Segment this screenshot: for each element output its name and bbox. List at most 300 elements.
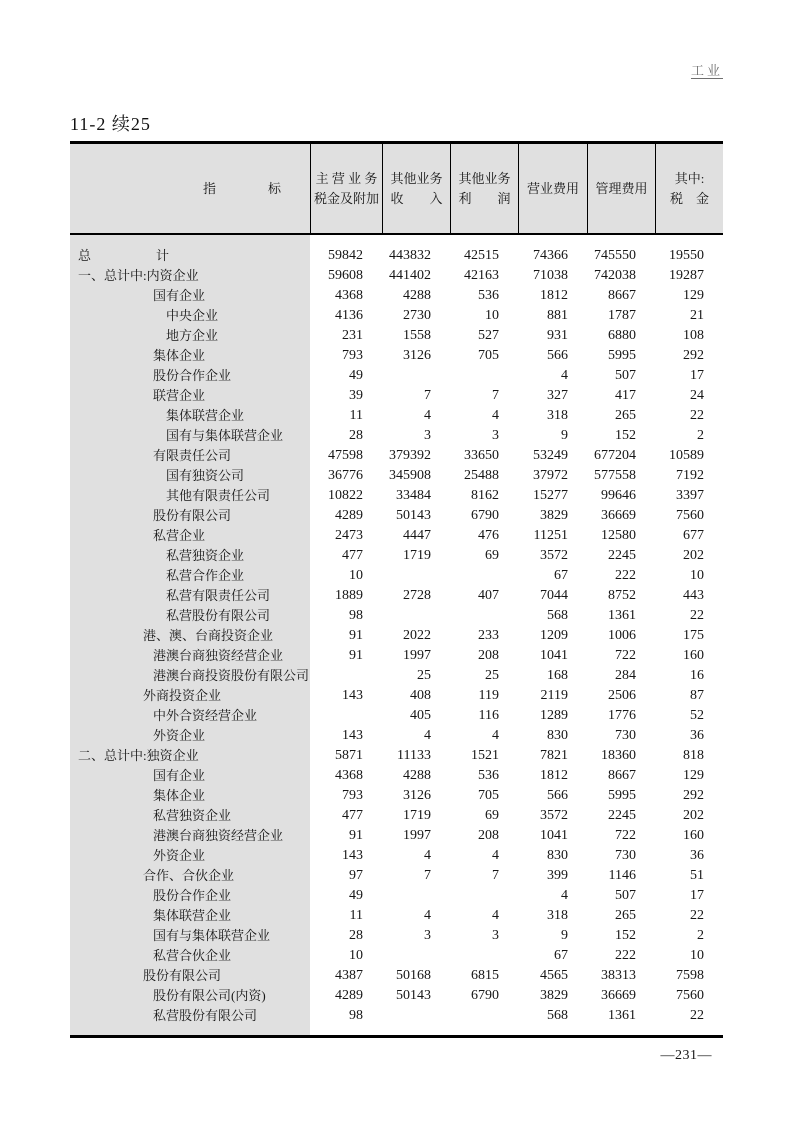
cell-value: 36669 [601, 988, 636, 1003]
cell-value: 99646 [601, 488, 636, 503]
table-row [70, 726, 723, 746]
cell-value: 50143 [396, 508, 431, 523]
cell-value: 53249 [533, 448, 568, 463]
row-label: 私营股份有限公司 [166, 608, 271, 623]
cell-value: 33650 [464, 448, 499, 463]
cell-value: 705 [478, 348, 499, 363]
cell-value: 36669 [601, 508, 636, 523]
cell-value: 108 [683, 328, 704, 343]
row-label: 股份合作企业 [153, 368, 232, 383]
cell-value: 25 [485, 668, 499, 683]
cell-value: 49 [349, 888, 363, 903]
cell-value: 4368 [335, 768, 363, 783]
cell-value [382, 946, 450, 966]
table-row [70, 806, 723, 826]
cell-value: 19287 [669, 268, 704, 283]
cell-value [382, 566, 450, 586]
cell-value: 3829 [540, 988, 568, 1003]
cell-value: 4289 [335, 988, 363, 1003]
cell-value: 119 [478, 688, 499, 703]
table-row [70, 766, 723, 786]
row-label: 集体联营企业 [153, 908, 232, 923]
cell-value [450, 366, 518, 386]
page-number: —231— [660, 1048, 712, 1063]
cell-value: 7044 [540, 588, 568, 603]
cell-value: 50168 [396, 968, 431, 983]
cell-value: 74366 [533, 248, 568, 263]
row-label: 一、总计中:内资企业 [78, 268, 199, 283]
cell-value: 793 [342, 348, 363, 363]
cell-value: 2 [697, 428, 704, 443]
cell-value: 7 [492, 868, 499, 883]
cell-value: 7821 [540, 748, 568, 763]
cell-value [382, 606, 450, 626]
row-label: 地方企业 [166, 328, 219, 343]
cell-value: 143 [342, 728, 363, 743]
cell-value: 1558 [403, 328, 431, 343]
cell-value: 881 [547, 308, 568, 323]
cell-value: 22 [690, 1008, 704, 1023]
cell-value: 443832 [389, 248, 431, 263]
cell-value: 50143 [396, 988, 431, 1003]
row-label: 集体联营企业 [166, 408, 245, 423]
column-header-line: 其他业务 [458, 170, 511, 186]
cell-value: 730 [615, 728, 636, 743]
cell-value [310, 706, 382, 726]
chapter-corner-label: 工业 [690, 63, 723, 78]
table-row [70, 586, 723, 606]
column-header-line: 税 金 [669, 190, 709, 206]
table-row [70, 666, 723, 686]
cell-value: 2473 [335, 528, 363, 543]
column-header-line: 管理费用 [595, 180, 648, 196]
table-row [70, 246, 723, 266]
cell-value: 36 [690, 848, 704, 863]
row-label: 外资企业 [153, 728, 206, 743]
cell-value: 8162 [471, 488, 499, 503]
cell-value: 8667 [608, 288, 636, 303]
table-row [70, 826, 723, 846]
cell-value: 9 [561, 928, 568, 943]
cell-value: 3126 [403, 788, 431, 803]
cell-value: 168 [547, 668, 568, 683]
cell-value: 536 [478, 768, 499, 783]
cell-value: 52 [690, 708, 704, 723]
table-row [70, 786, 723, 806]
cell-value: 7560 [676, 508, 704, 523]
table-row [70, 926, 723, 946]
cell-value: 24 [690, 388, 704, 403]
table-row [70, 386, 723, 406]
cell-value: 931 [547, 328, 568, 343]
cell-value: 231 [342, 328, 363, 343]
cell-value: 18360 [601, 748, 636, 763]
cell-value: 793 [342, 788, 363, 803]
cell-value: 21 [690, 308, 704, 323]
cell-value: 7598 [676, 968, 704, 983]
cell-value: 129 [683, 768, 704, 783]
cell-value: 36 [690, 728, 704, 743]
cell-value: 4288 [403, 288, 431, 303]
cell-value: 8752 [608, 588, 636, 603]
cell-value: 3 [424, 428, 431, 443]
table-row [70, 426, 723, 446]
table-row [70, 306, 723, 326]
row-label: 外商投资企业 [143, 688, 222, 703]
cell-value [450, 886, 518, 906]
cell-value: 10 [485, 308, 499, 323]
row-label: 私营有限责任公司 [166, 588, 271, 603]
cell-value: 566 [547, 348, 568, 363]
row-label: 股份有限公司 [153, 508, 232, 523]
cell-value: 2119 [540, 688, 568, 703]
cell-value: 292 [683, 788, 704, 803]
cell-value: 8667 [608, 768, 636, 783]
row-label: 私营合作企业 [166, 568, 245, 583]
table-row [70, 366, 723, 386]
table-row [70, 326, 723, 346]
cell-value: 477 [342, 548, 363, 563]
cell-value: 7192 [676, 468, 704, 483]
cell-value [450, 946, 518, 966]
table-row [70, 846, 723, 866]
cell-value: 11 [349, 908, 363, 923]
cell-value: 1146 [608, 868, 636, 883]
cell-value: 116 [478, 708, 499, 723]
table-row [70, 686, 723, 706]
cell-value: 2506 [608, 688, 636, 703]
cell-value: 36776 [328, 468, 363, 483]
table-row [70, 706, 723, 726]
cell-value: 379392 [389, 448, 431, 463]
cell-value: 4368 [335, 288, 363, 303]
row-label: 国有与集体联营企业 [166, 428, 284, 443]
column-header-line: 其中: [674, 170, 705, 186]
cell-value: 69 [485, 808, 499, 823]
row-label: 中外合资经营企业 [153, 708, 258, 723]
row-label: 私营股份有限公司 [153, 1008, 258, 1023]
cell-value: 3572 [540, 808, 568, 823]
table-row [70, 526, 723, 546]
table-row [70, 566, 723, 586]
cell-value: 1719 [403, 548, 431, 563]
cell-value: 3829 [540, 508, 568, 523]
cell-value: 4 [561, 888, 568, 903]
cell-value: 10 [349, 568, 363, 583]
table-row [70, 986, 723, 1006]
cell-value: 152 [615, 928, 636, 943]
cell-value: 327 [547, 388, 568, 403]
table-row [70, 486, 723, 506]
row-label: 外资企业 [153, 848, 206, 863]
cell-value [450, 566, 518, 586]
cell-value: 7 [424, 868, 431, 883]
cell-value: 4 [492, 848, 499, 863]
column-header-line: 营业费用 [526, 180, 579, 196]
cell-value: 3 [492, 428, 499, 443]
column-header-other-business-income [382, 144, 450, 233]
cell-value: 152 [615, 428, 636, 443]
cell-value: 407 [478, 588, 499, 603]
cell-value: 28 [349, 928, 363, 943]
cell-value: 2728 [403, 588, 431, 603]
cell-value: 1776 [608, 708, 636, 723]
column-header-indicator [70, 144, 310, 233]
cell-value: 22 [690, 908, 704, 923]
cell-value: 4565 [540, 968, 568, 983]
row-label: 其他有限责任公司 [166, 488, 271, 503]
cell-value: 33484 [396, 488, 431, 503]
cell-value [450, 1006, 518, 1026]
cell-value: 1361 [608, 608, 636, 623]
cell-value: 233 [478, 628, 499, 643]
cell-value: 1289 [540, 708, 568, 723]
cell-value: 722 [615, 828, 636, 843]
cell-value: 4 [424, 408, 431, 423]
cell-value: 2245 [608, 808, 636, 823]
cell-value: 47598 [328, 448, 363, 463]
cell-value: 1209 [540, 628, 568, 643]
cell-value: 577558 [594, 468, 636, 483]
cell-value: 19550 [669, 248, 704, 263]
row-label: 有限责任公司 [153, 448, 232, 463]
table-row [70, 346, 723, 366]
cell-value: 345908 [389, 468, 431, 483]
cell-value: 292 [683, 348, 704, 363]
cell-value: 507 [615, 368, 636, 383]
column-header-main-business-tax-and-surcharge [310, 144, 382, 233]
cell-value: 222 [615, 568, 636, 583]
cell-value: 6790 [471, 988, 499, 1003]
cell-value: 722 [615, 648, 636, 663]
cell-value: 568 [547, 1008, 568, 1023]
cell-value: 202 [683, 808, 704, 823]
cell-value: 745550 [594, 248, 636, 263]
cell-value: 265 [615, 908, 636, 923]
table-body [70, 235, 723, 1038]
cell-value: 568 [547, 608, 568, 623]
cell-value: 143 [342, 848, 363, 863]
cell-value: 160 [683, 828, 704, 843]
cell-value: 10822 [328, 488, 363, 503]
cell-value: 4289 [335, 508, 363, 523]
cell-value: 11251 [533, 528, 568, 543]
cell-value: 3397 [676, 488, 704, 503]
cell-value: 98 [349, 608, 363, 623]
row-label: 股份合作企业 [153, 888, 232, 903]
table-header [70, 141, 723, 235]
cell-value: 42515 [464, 248, 499, 263]
cell-value: 222 [615, 948, 636, 963]
cell-value: 705 [478, 788, 499, 803]
cell-value: 4136 [335, 308, 363, 323]
cell-value: 67 [554, 568, 568, 583]
cell-value: 742038 [594, 268, 636, 283]
cell-value: 87 [690, 688, 704, 703]
cell-value: 318 [547, 408, 568, 423]
table-row [70, 946, 723, 966]
cell-value: 4387 [335, 968, 363, 983]
cell-value: 28 [349, 428, 363, 443]
cell-value: 15277 [533, 488, 568, 503]
cell-value: 143 [342, 688, 363, 703]
row-label: 私营合伙企业 [153, 948, 232, 963]
cell-value: 37972 [533, 468, 568, 483]
cell-value: 6815 [471, 968, 499, 983]
cell-value: 4 [424, 908, 431, 923]
cell-value [382, 1006, 450, 1026]
table-row [70, 466, 723, 486]
cell-value: 10 [690, 568, 704, 583]
cell-value: 4 [492, 728, 499, 743]
column-header-line: 收 入 [390, 190, 443, 206]
column-header-line: 主 营 业 务 [315, 170, 378, 186]
row-label: 股份有限公司 [143, 968, 222, 983]
table-row [70, 866, 723, 886]
row-label: 中央企业 [166, 308, 219, 323]
cell-value: 443 [683, 588, 704, 603]
cell-value: 7 [424, 388, 431, 403]
row-label: 股份有限公司(内资) [153, 988, 266, 1003]
column-header-line: 其他业务 [390, 170, 443, 186]
cell-value: 69 [485, 548, 499, 563]
cell-value: 3 [492, 928, 499, 943]
table-row [70, 1006, 723, 1026]
cell-value: 2245 [608, 548, 636, 563]
row-label: 私营独资企业 [153, 808, 232, 823]
cell-value: 476 [478, 528, 499, 543]
cell-value: 208 [478, 648, 499, 663]
row-label: 合作、合伙企业 [143, 868, 235, 883]
table-title: 11-2 续25 [70, 114, 151, 134]
cell-value: 12580 [601, 528, 636, 543]
statistics-table [70, 141, 723, 1038]
cell-value: 22 [690, 608, 704, 623]
row-label: 国有企业 [153, 768, 206, 783]
cell-value: 22 [690, 408, 704, 423]
cell-value: 97 [349, 868, 363, 883]
cell-value: 59608 [328, 268, 363, 283]
cell-value: 10 [690, 948, 704, 963]
cell-value: 160 [683, 648, 704, 663]
cell-value: 129 [683, 288, 704, 303]
cell-value: 9 [561, 428, 568, 443]
cell-value: 477 [342, 808, 363, 823]
cell-value: 208 [478, 828, 499, 843]
cell-value [382, 366, 450, 386]
cell-value: 7 [492, 388, 499, 403]
cell-value: 677 [683, 528, 704, 543]
cell-value: 4 [492, 908, 499, 923]
cell-value: 10 [349, 948, 363, 963]
cell-value: 818 [683, 748, 704, 763]
cell-value: 7560 [676, 988, 704, 1003]
cell-value: 417 [615, 388, 636, 403]
table-row [70, 626, 723, 646]
cell-value: 5995 [608, 788, 636, 803]
cell-value: 51 [690, 868, 704, 883]
table-row [70, 646, 723, 666]
cell-value: 1521 [471, 748, 499, 763]
table-row [70, 606, 723, 626]
cell-value: 5871 [335, 748, 363, 763]
row-label: 私营独资企业 [166, 548, 245, 563]
cell-value: 405 [410, 708, 431, 723]
table-row [70, 746, 723, 766]
cell-value: 17 [690, 368, 704, 383]
column-header-line: 税金及附加 [313, 190, 379, 206]
cell-value: 527 [478, 328, 499, 343]
table-row [70, 446, 723, 466]
cell-value: 1787 [608, 308, 636, 323]
table-row [70, 906, 723, 926]
column-header-line: 指 标 [203, 180, 282, 196]
cell-value: 1041 [540, 828, 568, 843]
cell-value: 3572 [540, 548, 568, 563]
column-header-administrative-expenses [587, 144, 655, 233]
cell-value: 507 [615, 888, 636, 903]
row-label: 集体企业 [153, 348, 206, 363]
cell-value: 830 [547, 728, 568, 743]
cell-value: 91 [349, 628, 363, 643]
table-row [70, 506, 723, 526]
cell-value: 59842 [328, 248, 363, 263]
row-label: 二、总计中:独资企业 [78, 748, 199, 763]
cell-value: 25 [417, 668, 431, 683]
table-row [70, 546, 723, 566]
cell-value: 441402 [389, 268, 431, 283]
cell-value: 11 [349, 408, 363, 423]
cell-value: 98 [349, 1008, 363, 1023]
cell-value: 3126 [403, 348, 431, 363]
cell-value: 6790 [471, 508, 499, 523]
cell-value: 1041 [540, 648, 568, 663]
cell-value: 399 [547, 868, 568, 883]
cell-value: 67 [554, 948, 568, 963]
table-row [70, 286, 723, 306]
cell-value: 2 [697, 928, 704, 943]
row-label: 联营企业 [153, 388, 206, 403]
cell-value: 1997 [403, 648, 431, 663]
cell-value [310, 666, 382, 686]
cell-value [382, 886, 450, 906]
cell-value: 38313 [601, 968, 636, 983]
cell-value: 4 [424, 728, 431, 743]
cell-value: 1889 [335, 588, 363, 603]
cell-value: 1997 [403, 828, 431, 843]
table-row [70, 266, 723, 286]
cell-value: 49 [349, 368, 363, 383]
row-label: 港澳台商独资经营企业 [153, 648, 284, 663]
cell-value: 730 [615, 848, 636, 863]
cell-value: 830 [547, 848, 568, 863]
cell-value: 42163 [464, 268, 499, 283]
cell-value: 1006 [608, 628, 636, 643]
cell-value: 4288 [403, 768, 431, 783]
cell-value: 1812 [540, 768, 568, 783]
row-label: 私营企业 [153, 528, 206, 543]
cell-value: 91 [349, 648, 363, 663]
cell-value: 4 [492, 408, 499, 423]
cell-value: 2730 [403, 308, 431, 323]
cell-value: 536 [478, 288, 499, 303]
column-header-of-which-tax [655, 144, 723, 233]
cell-value: 1812 [540, 288, 568, 303]
column-header-line: 利 润 [458, 190, 511, 206]
cell-value: 284 [615, 668, 636, 683]
cell-value: 1361 [608, 1008, 636, 1023]
cell-value: 17 [690, 888, 704, 903]
